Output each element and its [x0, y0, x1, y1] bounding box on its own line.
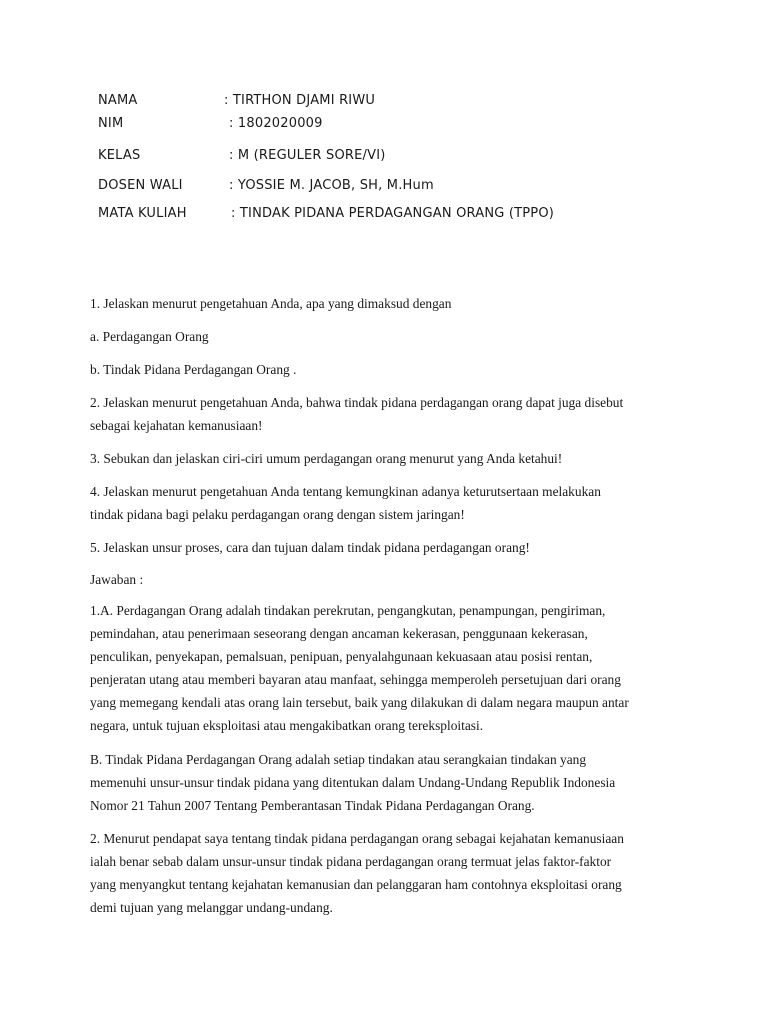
- answers-heading-text: Jawaban :: [90, 572, 144, 587]
- answer-1a-line: yang memegang kendali atas orang lain tersebut, baik yang dilakukan di dalam negara maupun antar: [90, 695, 629, 710]
- question-1a: [90, 325, 670, 348]
- question-4-line: tindak pidana bagi pelaku perdagangan orang dengan sistem jaringan!: [90, 507, 465, 522]
- question-4: [90, 480, 670, 526]
- answer-1a-line: penculikan, penyekapan, pemalsuan, penipuan, penyalahgunaan kekuasaan atau posisi rentan,: [90, 649, 593, 664]
- answer-1a-line: pemindahan, atau penerimaan seseorang dengan ancaman kekerasan, penggunaan kekerasan,: [90, 626, 588, 641]
- question-4-line: 4. Jelaskan menurut pengetahuan Anda tentang kemungkinan adanya keturutsertaan melakukan: [90, 484, 601, 499]
- answer-1a-line: negara, untuk tujuan eksploitasi atau mengakibatkan orang tereksploitasi.: [90, 718, 484, 733]
- question-2-line: 2. Jelaskan menurut pengetahuan Anda, bahwa tindak pidana perdagangan orang dapat juga disebut: [90, 395, 624, 410]
- nim-value: : 1802020009: [229, 116, 323, 131]
- answer-1b: [90, 748, 670, 817]
- question-1-text: 1. Jelaskan menurut pengetahuan Anda, apa yang dimaksud dengan: [90, 296, 452, 311]
- kelas-value: : M (REGULER SORE/VI): [229, 148, 386, 163]
- answer-1b-line: B. Tindak Pidana Perdagangan Orang adalah setiap tindakan atau serangkaian tindakan yang: [90, 752, 587, 767]
- nama-value: : TIRTHON DJAMI RIWU: [224, 93, 376, 108]
- question-1b: [90, 358, 670, 381]
- question-3-text: 3. Sebukan dan jelaskan ciri-ciri umum perdagangan orang menurut yang Anda ketahui!: [90, 451, 563, 466]
- question-5: [90, 536, 670, 559]
- nama-label: NAMA: [98, 93, 138, 108]
- kelas-label: KELAS: [98, 148, 141, 163]
- dosen-wali-value: : YOSSIE M. JACOB, SH, M.Hum: [229, 178, 434, 193]
- answer-2: [90, 827, 670, 919]
- mata-kuliah-value: : TINDAK PIDANA PERDAGANGAN ORANG (TPPO): [231, 206, 555, 221]
- question-1a-text: a. Perdagangan Orang: [90, 329, 209, 344]
- answer-2-line: demi tujuan yang melanggar undang-undang.: [90, 900, 333, 915]
- question-1: [90, 292, 670, 315]
- question-1b-text: b. Tindak Pidana Perdagangan Orang .: [90, 362, 297, 377]
- question-3: [90, 447, 670, 470]
- answer-1a-line: 1.A. Perdagangan Orang adalah tindakan perekrutan, pengangkutan, penampungan, pengiriman,: [90, 603, 606, 618]
- answer-1b-line: Nomor 21 Tahun 2007 Tentang Pemberantasan Tindak Pidana Perdagangan Orang.: [90, 798, 535, 813]
- answers-heading: [90, 568, 670, 591]
- answer-2-line: 2. Menurut pendapat saya tentang tindak pidana perdagangan orang sebagai kejahatan kemanusiaan: [90, 831, 624, 846]
- mata-kuliah-label: MATA KULIAH: [98, 206, 187, 221]
- nim-label: NIM: [98, 116, 124, 131]
- answer-2-line: ialah benar sebab dalam unsur-unsur tindak pidana perdagangan orang termuat jelas faktor-faktor: [90, 854, 612, 869]
- question-2: [90, 391, 670, 437]
- question-5-text: 5. Jelaskan unsur proses, cara dan tujuan dalam tindak pidana perdagangan orang!: [90, 540, 530, 555]
- answer-1a-line: penjeratan utang atau memberi bayaran atau manfaat, sehingga memperoleh persetujuan dari orang: [90, 672, 621, 687]
- dosen-wali-label: DOSEN WALI: [98, 178, 183, 193]
- answer-2-line: yang menyangkut tentang kejahatan kemanusian dan pelanggaran ham contohnya eksploitasi orang: [90, 877, 622, 892]
- question-2-line: sebagai kejahatan kemanusiaan!: [90, 418, 263, 433]
- answer-1a: [90, 599, 670, 737]
- answer-1b-line: memenuhi unsur-unsur tindak pidana yang ditentukan dalam Undang-Undang Republik Indonesia: [90, 775, 616, 790]
